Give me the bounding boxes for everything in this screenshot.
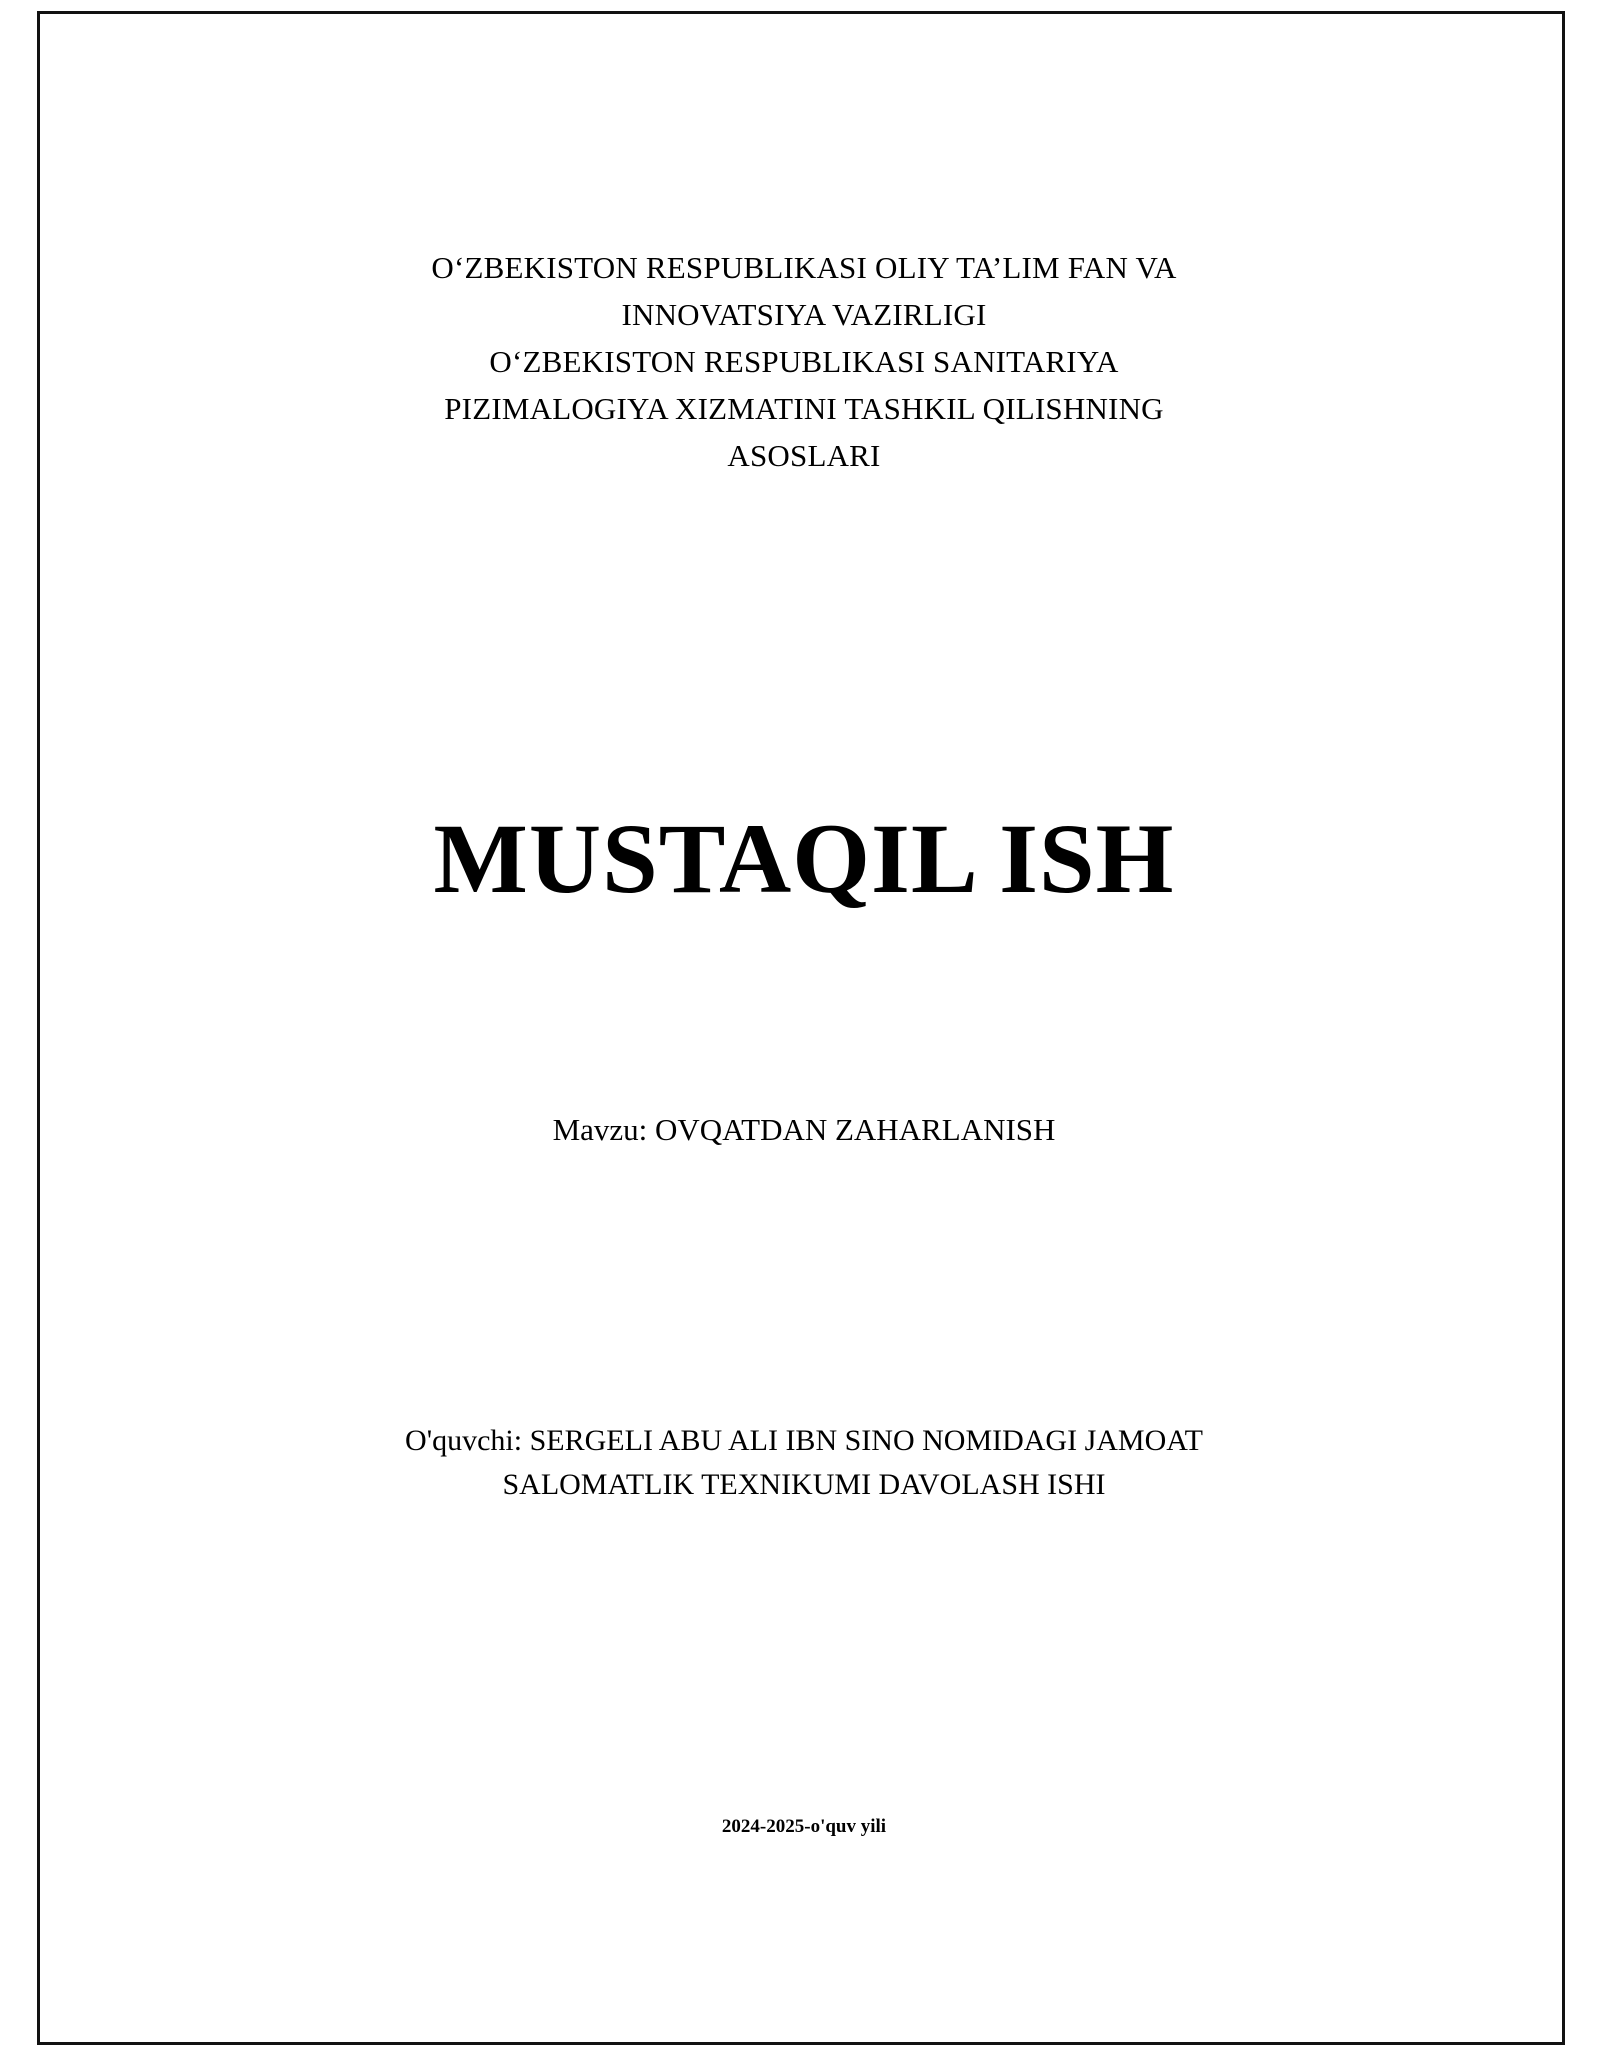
- institution-header-line-3: O‘ZBEKISTON RESPUBLIKASI SANITARIYA: [489, 344, 1119, 379]
- institution-header-line-2: INNOVATSIYA VAZIRLIGI: [621, 297, 987, 332]
- institution-header-line-5: ASOSLARI: [727, 438, 881, 473]
- student-info-line-2: SALOMATLIK TEXNIKUMI DAVOLASH ISHI: [502, 1468, 1106, 1501]
- institution-header-line-1: O‘ZBEKISTON RESPUBLIKASI OLIY TA’LIM FAN VA: [431, 250, 1177, 285]
- institution-header-line-4: PIZIMALOGIYA XIZMATINI TASHKIL QILISHNING: [444, 391, 1164, 426]
- institution-header: [160, 244, 1448, 479]
- page-content-area: [40, 14, 1568, 2048]
- page-border-frame: [37, 11, 1565, 2045]
- academic-year: 2024-2025-o'quv yili: [721, 1816, 887, 1837]
- subject-topic: Mavzu: OVQATDAN ZAHARLANISH: [552, 1112, 1056, 1147]
- student-info: [160, 1419, 1448, 1507]
- page-title: MUSTAQIL ISH: [433, 803, 1175, 914]
- student-info-line-1: O'quvchi: SERGELI ABU ALI IBN SINO NOMIDAGI JAMOAT: [405, 1424, 1203, 1457]
